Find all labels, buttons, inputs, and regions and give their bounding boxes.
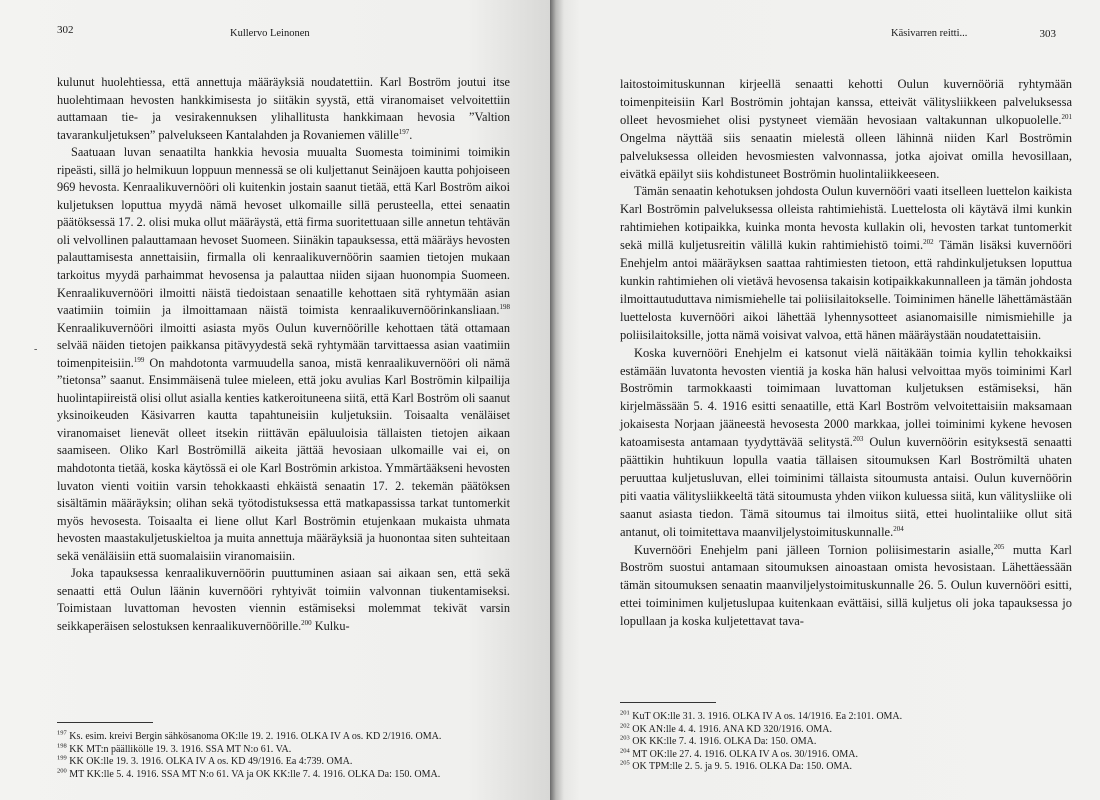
paragraph-text: kulunut huolehtiessa, että annettuja määräyksiä noudatettiin. Karl Boström joutui itse huolehtimaan hevosten hankkimisesta jo siitäkin syystä, että viranomaiset velvoitettiin auttamaan tie- ja vesirakennuksen ylihallitusta hankkimaan hevosia ”Valtion tavarankuljetuksen” palvelukseen Kantalahden ja Rovaniemen välille bbox=[57, 75, 510, 142]
paragraph-text: . bbox=[409, 127, 413, 142]
footnote-ref[interactable]: 201 bbox=[1061, 112, 1072, 121]
paragraph bbox=[620, 542, 1072, 632]
right-page bbox=[550, 0, 1100, 800]
footnote-text: MT OK:lle 27. 4. 1916. OLKA IV A os. 30/1916. OMA. bbox=[629, 748, 859, 760]
footnote bbox=[57, 744, 510, 757]
footnote-text: MT KK:lle 5. 4. 1916. SSA MT N:o 61. VA ja OK KK:lle 7. 4. 1916. OLKA Da: 150. OMA. bbox=[66, 768, 441, 780]
footnote bbox=[57, 756, 510, 769]
right-running-head: Käsivarren reitti... bbox=[891, 28, 968, 39]
footnote-ref[interactable]: 198 bbox=[499, 303, 510, 312]
paragraph bbox=[57, 565, 510, 635]
paragraph-text: Kuvernööri Enehjelm pani jälleen Tornion poliisimestarin asialle, bbox=[634, 542, 994, 557]
footnote bbox=[620, 749, 1072, 762]
footnote-number: 205 bbox=[620, 760, 630, 768]
footnote bbox=[57, 769, 510, 782]
footnote-number: 202 bbox=[620, 722, 630, 730]
footnote-number: 197 bbox=[57, 729, 67, 737]
left-page-body bbox=[57, 74, 510, 636]
footnote-number: 201 bbox=[620, 709, 630, 717]
footnote bbox=[620, 736, 1072, 749]
footnote bbox=[620, 761, 1072, 774]
right-page-body bbox=[620, 76, 1072, 631]
paragraph bbox=[620, 183, 1072, 344]
paragraph-text: laitostoimituskunnan kirjeellä senaatti kehotti Oulun kuvernööriä ryhtymään toimenpiteisiin Karl Boströmin johtajan kanssa, etteivät välitysliikkeen palveluksessa olleet hevosmiehet olisi pystyneet viemään hevosiaan valtakunnan ulkopuolelle. bbox=[620, 77, 1072, 127]
footnote-ref[interactable]: 199 bbox=[133, 355, 145, 364]
paragraph-text: On mahdotonta varmuudella sanoa, mistä kenraalikuvernööri oli nämä ”tietonsa” saanut. Ensimmäisenä tulee mieleen, että joku avulias Karl Boströmin kilpailija huolintapiireistä olisi ollut asialla kenties katkeroituneena siitä, että Karl Boström oli saanut yksinoikeuden Käsivarren kautta tapahtuneisiin kuljetuksiin. Toisaalta venäläiset viranomaiset lienevät olleet itsekin riittävän epäluuloisia tällaisten tietojen aikaan saamiseen. Oliko Karl Boströmillä aikeita jättää hevosiaan ulkomaille vai ei, on mahdotonta tietää, koska käytössä ei ole Karl Boströmin arkistoa. Ymmärtääkseni hevosten luvaton vienti voitiin varsin tehokkaasti ehkäistä senaatin 17. 2. tekemän päätöksen sisältämin määräyksin; olihan sekä työtodistuksessa että matkapassissa tarkat tuntomerkit myös hevosesta. Toisaalta ei liene ollut Karl Boströmin etujenkaan mukaista uhmata hevosten maastakuljetuskieltoa ja muita annettuja määräyksiä ja huonontaa siten suhteitaan sekä venäläisiin että suomalaisiin viranomaisiin. bbox=[57, 355, 510, 563]
footnote-ref[interactable]: 197 bbox=[398, 127, 410, 136]
paragraph bbox=[57, 144, 510, 565]
paragraph-text: Ongelma näyttää siis senaatin mielestä olleen lähinnä niiden Karl Boströmin palveluksessa olleiden hevosmiesten valvonnassa, jotka ajoivat omilla hevosillaan, eivätkä epäilyt siis kohdistuneet Boströmin huolintaliikkeeseen. bbox=[620, 130, 1072, 181]
right-page-number: 303 bbox=[1039, 28, 1056, 40]
margin-mark: - bbox=[34, 344, 38, 355]
left-page-header bbox=[57, 22, 510, 46]
footnote-ref[interactable]: 204 bbox=[893, 524, 904, 533]
footnote-number: 203 bbox=[620, 734, 630, 742]
footnote-text: OK TPM:lle 2. 5. ja 9. 5. 1916. OLKA Da: 150. OMA. bbox=[629, 761, 853, 773]
footnote-text: KK OK:lle 19. 3. 1916. OLKA IV A os. KD 49/1916. Ea 4:739. OMA. bbox=[66, 756, 353, 768]
paragraph bbox=[57, 74, 510, 144]
footnote bbox=[57, 731, 510, 744]
footnote-text: KK MT:n päällikölle 19. 3. 1916. SSA MT N:o 61. VA. bbox=[66, 743, 292, 755]
left-footnotes bbox=[57, 722, 510, 781]
footnote bbox=[620, 711, 1072, 724]
footnote-text: KuT OK:lle 31. 3. 1916. OLKA IV A os. 14/1916. Ea 2:101. OMA. bbox=[629, 711, 903, 722]
left-running-head: Kullervo Leinonen bbox=[230, 28, 310, 39]
right-footnotes bbox=[620, 702, 1072, 774]
paragraph bbox=[620, 76, 1072, 183]
paragraph-text: Saatuaan luvan senaatilta hankkia hevosia muualta Suomesta toiminimi toimikin ripeästi, sillä jo helmikuun loppuun mennessä se oli kuljettanut Seinäjoen kautta pohjoiseen 969 hevosta. Kenraalikuvernööri oli kuitenkin jostain saanut tietää, että Karl Boström aikoi kuljetuksen loputtua myydä nämä hevoset ulkomaille sillä perusteella, ettei senaatin päätöksessä 17. 2. olisi muka ollut määräystä, että firma suoritettuaan sille annetun tehtävän oli velvollinen palauttamaan hevoset Suomeen. Siinäkin tapauksessa, että määräys hevosten palauttamisesta annettaisiin, firmalla oli kenraalikuvernöörin saamien tietojen mukaan tarkoitus myydä parhaimmat hevosensa ja palauttaa niiden sijaan huonompia Suomeen. Kenraalikuvernööri ilmoitti näistä tiedoistaan senaatille kehottaen sitä ryhtymään asian vaatimiin toimiin ja ilmoittamaan näistä toimista kenraalikuvernöörinkansliaan. bbox=[57, 145, 510, 318]
paragraph-text: Oulun kuvernöörin esityksestä senaatti päättikin huhtikuun lopulla vaatia tällaisen sitoumuksen Karl Boströmiltä uhaten peruuttaa kuljetusluvan, ellei toiminimi tällaista sitoumusta antaisi. Oulun kuvernöörin piti vaatia välitysliikkeeltä tätä sitoumusta yhden viikon kuluessa siitä, kun välitysliike oli saanut asiasta tiedon. Tämä sitoumus tai ilmoitus siitä, ettei huolintaliike ollut sitä antanut, oli toimitettava maanviljelystoimituskunnalle. bbox=[620, 435, 1072, 539]
paragraph-text: Kulku- bbox=[311, 618, 350, 633]
footnote-number: 198 bbox=[57, 742, 67, 750]
paragraph-text: Koska kuvernööri Enehjelm ei katsonut vielä näitäkään toimia kyllin tehokkaiksi estämään luvatonta hevosten vientiä ja koska hän halusi velvoittaa myös toiminimi Karl Boströmin tarmokkaasti toimimaan luvattoman kuljetuksen estämiseksi, hän kirjelmässään 5. 4. 1916 esitti senaatille, että Karl Boström velvoitettaisiin maksamaan jokaisesta Norjaan jääneestä hevosesta 2000 markkaa, jollei toiminimi kykene hevosen katoamisesta antamaan tyydyttävää selitystä. bbox=[620, 345, 1072, 450]
footnote-text: OK AN:lle 4. 4. 1916. ANA KD 320/1916. OMA. bbox=[629, 723, 832, 735]
footnote-number: 204 bbox=[620, 747, 630, 755]
footnote-number: 200 bbox=[57, 767, 67, 775]
left-page-number: 302 bbox=[57, 24, 74, 36]
paragraph-text: Tämän lisäksi kuvernööri Enehjelm antoi määräyksen saattaa rahtimiesten tietoon, että rahdinkuljetuksen loputtua kunkin rahtimiehen oli vietävä hevosensa takaisin kotipaikkakunnalleen ja tämän johdosta ilmoittautuduttava nimismiehelle tai poliisilaitokselle. Toiminimen hänelle lähettämästään luettelosta kuvernööri aikoi lähettää lyhennysotteet asianomaisille nimismiehille ja poliisilaitoksille, jotta nämä voisivat valvoa, että hänen määräystään noudatettaisiin. bbox=[620, 238, 1072, 342]
footnote-text: Ks. esim. kreivi Bergin sähkösanoma OK:lle 19. 2. 1916. OLKA IV A os. KD 2/1916. OMA. bbox=[66, 731, 442, 742]
footnote-ref[interactable]: 205 bbox=[993, 542, 1005, 551]
footnote-ref[interactable]: 202 bbox=[923, 238, 934, 246]
right-page-header bbox=[620, 22, 1072, 46]
footnote-rule bbox=[620, 702, 716, 703]
footnote bbox=[620, 724, 1072, 737]
footnote-text: OK KK:lle 7. 4. 1916. OLKA Da: 150. OMA. bbox=[629, 736, 817, 748]
paragraph-text: mutta Karl Boström suostui antamaan sitoumuksen ainoastaan omista hevosistaan. Lähettäessään tämän sitoumuksen senaatin maanviljelystoimituskunnalle 26. 5. Oulun kuvernööri esitti, ettei toiminimen kuljetuslupaa kuitenkaan evättäisi, sillä kuljetus oli joka tapauksessa jo lopullaan ja koska kuljetettavat tava- bbox=[620, 542, 1072, 629]
footnote-ref[interactable]: 200 bbox=[301, 618, 312, 627]
paragraph-text: Kenraalikuvernööri ilmoitti asiasta myös Oulun kuvernöörille kehottaen tätä ottamaan selvää näiden tietojen paikkansa pitävyydestä sekä ryhtymään tarvittaessa asian vaatimiin toimenpiteisiin. bbox=[57, 320, 510, 370]
paragraph bbox=[620, 345, 1072, 542]
paragraph-text: Joka tapauksessa kenraalikuvernöörin puuttuminen asiaan sai aikaan sen, että sekä senaatti että Oulun läänin kuvernööri ryhtyivät toimiin valvonnan tiukentamiseksi. Toimistaan luvattoman hevosten viennin estämiseksi molemmat tekivät varsin seikkaperäisen selostuksen kenraalikuvernöörille. bbox=[57, 566, 510, 633]
footnote-ref[interactable]: 203 bbox=[852, 434, 864, 443]
paragraph-text: Tämän senaatin kehotuksen johdosta Oulun kuvernööri vaati itselleen luettelon kaikista Karl Boströmin palveluksessa olleista rahtimiehistä. Luettelosta oli käytävä ilmi kunkin rahtimiehen kotipaikka, kuinka monta hevosta kullakin oli, hevosten tarkat tuntomerkit sekä millä kuljetusreitin välillä kukin rahtimiehistö toimi. bbox=[620, 184, 1072, 253]
footnote-rule bbox=[57, 722, 153, 723]
footnote-number: 199 bbox=[57, 754, 67, 762]
